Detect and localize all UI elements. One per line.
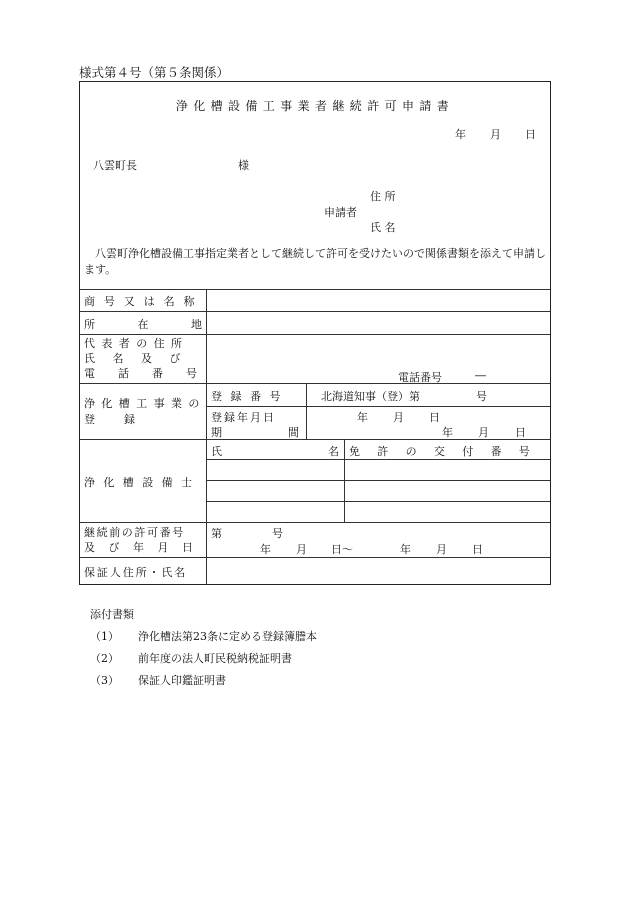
- guarantor-label: 保証人住所・氏名: [84, 566, 188, 579]
- phone-dash: ―: [475, 369, 486, 382]
- period-year: 年: [442, 426, 453, 439]
- column-rule: [344, 439, 345, 522]
- row-rule: [206, 480, 550, 481]
- name-column-header-second: 名: [328, 445, 339, 458]
- application-form: [79, 81, 551, 585]
- period-label-first: 期: [211, 426, 222, 439]
- prev-from-month: 月: [296, 543, 307, 556]
- row-rule: [206, 459, 550, 460]
- row-rule: [206, 501, 550, 502]
- previous-permit-label: 継続前の許可番号 及び年月日: [84, 526, 207, 554]
- registration-date-label: 登録年月日: [211, 411, 276, 424]
- reg-date-year: 年: [357, 411, 368, 424]
- representative-label: 代表者の住所 氏名及び 電話番号: [84, 337, 220, 380]
- trade-name-label: 商号又は名称: [84, 295, 204, 308]
- addressee-name: 八雲町長: [93, 159, 137, 172]
- form-title: 浄化槽設備工事業者継続許可申請書: [175, 99, 455, 113]
- registration-number-prefix: 北海道知事（登）第: [321, 390, 420, 403]
- table-top-rule: [80, 289, 550, 290]
- addressee-honorific: 様: [238, 159, 249, 172]
- row-rule: [206, 406, 550, 407]
- attachments-title: 添付書類: [90, 608, 134, 621]
- prev-number-suffix: 号: [272, 527, 283, 540]
- prev-to-day: 日: [472, 543, 483, 556]
- range-tilde: ～: [342, 543, 353, 556]
- applicant-address-label: 住 所: [370, 190, 396, 203]
- label-column-rule: [206, 289, 207, 584]
- period-month: 月: [478, 426, 489, 439]
- name-column-header-first: 氏: [211, 445, 222, 458]
- license-column-header: 免許の交付番号: [349, 445, 548, 458]
- attachments: [90, 604, 317, 692]
- reg-date-day: 日: [429, 411, 440, 424]
- prev-to-month: 月: [436, 543, 447, 556]
- reg-date-month: 月: [393, 411, 404, 424]
- attachment-item: （1） 浄化槽法第23条に定める登録簿謄本: [90, 630, 317, 643]
- location-label: 所 在 地: [84, 318, 202, 331]
- row-rule: [80, 557, 550, 558]
- phone-label: 電話番号: [398, 371, 442, 384]
- row-rule: [80, 334, 550, 335]
- column-rule: [306, 383, 307, 439]
- date-year: 年: [455, 128, 466, 141]
- date-month: 月: [490, 128, 501, 141]
- registration-header: 浄化槽工事業の 登録: [84, 397, 206, 426]
- date-day: 日: [525, 128, 536, 141]
- form-number: 様式第４号（第５条関係）: [79, 65, 230, 80]
- prev-number-prefix: 第: [211, 527, 222, 540]
- applicant-label: 申請者: [324, 206, 357, 219]
- period-day: 日: [515, 426, 526, 439]
- row-rule: [80, 383, 550, 384]
- prev-from-year: 年: [260, 543, 271, 556]
- prev-from-day: 日: [331, 543, 342, 556]
- attachment-item: （2） 前年度の法人町民税納税証明書: [90, 652, 292, 665]
- prev-to-year: 年: [400, 543, 411, 556]
- attachment-item: （3） 保証人印鑑証明書: [90, 674, 226, 687]
- technician-header: 浄化槽設備士: [84, 476, 201, 489]
- registration-number-label: 登録番号: [211, 390, 289, 403]
- period-label-second: 間: [288, 426, 299, 439]
- body-text: 八雲町浄化槽設備工事指定業者として継続して許可を受けたいので関係書類を添えて申請します。: [84, 247, 546, 276]
- applicant-name-label: 氏 名: [370, 221, 396, 234]
- row-rule: [80, 311, 550, 312]
- registration-number-suffix: 号: [476, 390, 487, 403]
- row-rule: [80, 522, 550, 523]
